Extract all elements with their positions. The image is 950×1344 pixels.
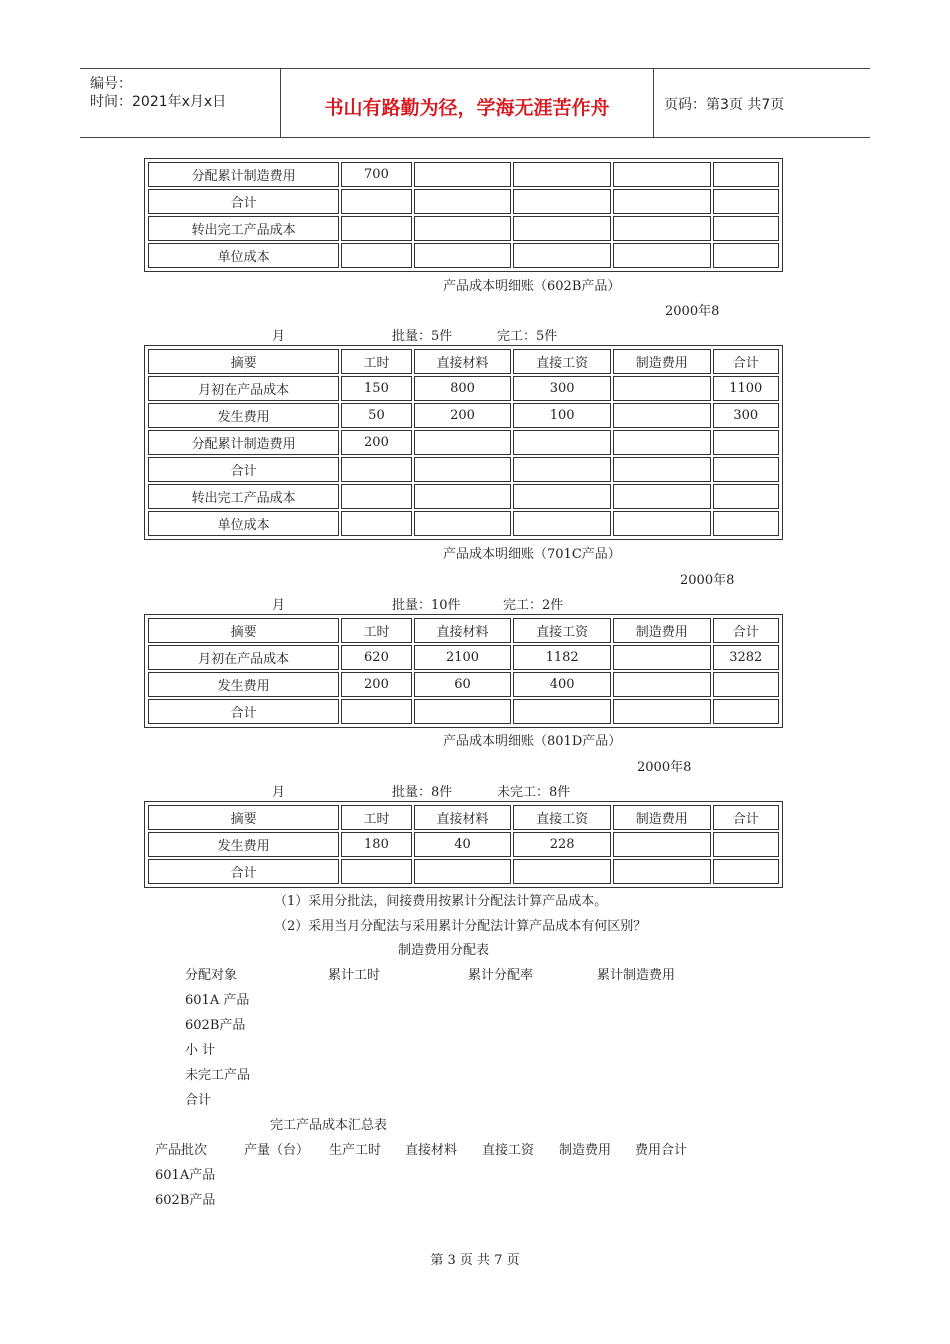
ledger-title-701c: 产品成本明细账（701C产品） [443, 547, 621, 562]
ledger-done-701c: 完工：2件 [503, 598, 564, 613]
table-row [148, 349, 779, 374]
table-cell: 60 [414, 672, 512, 697]
table-cell: 直接工资 [513, 805, 611, 830]
table-cell [713, 243, 779, 268]
table-cell: 制造费用 [613, 349, 711, 374]
table-cell [713, 511, 779, 536]
table-cell [414, 457, 512, 482]
table-cell [713, 832, 779, 857]
alloc-title: 制造费用分配表 [398, 943, 490, 958]
table-row [148, 832, 779, 857]
table-cell [341, 216, 411, 241]
table-cell [341, 511, 411, 536]
table-cell [613, 430, 711, 455]
table-cell: 3282 [713, 645, 779, 670]
table-cell [613, 859, 711, 884]
table-cell: 1100 [713, 376, 779, 401]
summary-header: 生产工时 [329, 1143, 382, 1158]
table-row [148, 457, 779, 482]
header-meta-cell [80, 69, 281, 137]
table-cell: 200 [341, 430, 411, 455]
table-cell: 228 [513, 832, 611, 857]
table-cell: 直接材料 [414, 618, 512, 643]
table-cell [341, 189, 411, 214]
table-cell [513, 484, 611, 509]
table-row [148, 189, 779, 214]
table-cell: 合计 [148, 859, 339, 884]
table-cell: 发生费用 [148, 403, 339, 428]
table-cell: 150 [341, 376, 411, 401]
table-cell [513, 243, 611, 268]
ledger-batch-602b: 批量：5件 [392, 329, 453, 344]
table-cell: 单位成本 [148, 511, 339, 536]
table-cell: 月初在产品成本 [148, 645, 339, 670]
table-cell: 200 [341, 672, 411, 697]
ledger-year-701c: 2000年8 [680, 573, 735, 588]
table-cell [414, 216, 512, 241]
table-row [148, 484, 779, 509]
summary-item: 602B产品 [155, 1193, 216, 1208]
table-cell: 直接工资 [513, 618, 611, 643]
table-cell: 发生费用 [148, 672, 339, 697]
ledger-table-601a [144, 158, 783, 272]
table-cell: 直接工资 [513, 349, 611, 374]
ledger-month-801d: 月 [272, 785, 286, 800]
summary-title: 完工产品成本汇总表 [270, 1118, 388, 1133]
motto: 书山有路勤为径，学海无涯苦作舟 [324, 97, 610, 119]
table-cell: 月初在产品成本 [148, 376, 339, 401]
table-cell: 180 [341, 832, 411, 857]
table-cell: 合计 [713, 805, 779, 830]
table-cell: 转出完工产品成本 [148, 484, 339, 509]
table-cell: 合计 [148, 699, 339, 724]
alloc-header-cost: 累计制造费用 [597, 968, 676, 983]
question-1: （1）采用分批法，间接费用按累计分配法计算产品成本。 [274, 894, 608, 909]
table-cell: 摘要 [148, 349, 339, 374]
table-cell: 合计 [713, 618, 779, 643]
summary-header: 费用合计 [635, 1143, 688, 1158]
table-cell [613, 243, 711, 268]
ledger-batch-801d: 批量：8件 [392, 785, 453, 800]
table-cell [613, 403, 711, 428]
table-cell [414, 162, 512, 187]
ledger-month-701c: 月 [272, 598, 286, 613]
summary-header: 直接工资 [482, 1143, 535, 1158]
table-row [148, 403, 779, 428]
ledger-table-701c [144, 614, 783, 728]
table-row [148, 805, 779, 830]
table-cell: 发生费用 [148, 832, 339, 857]
table-cell [341, 699, 411, 724]
table-row [148, 243, 779, 268]
table-cell [414, 189, 512, 214]
table-row [148, 645, 779, 670]
table-cell: 300 [513, 376, 611, 401]
alloc-item: 小 计 [185, 1043, 216, 1058]
table-row [148, 162, 779, 187]
table-cell [613, 699, 711, 724]
table-cell: 800 [414, 376, 512, 401]
table-cell: 工时 [341, 618, 411, 643]
summary-header: 直接材料 [405, 1143, 458, 1158]
table-cell: 100 [513, 403, 611, 428]
table-cell: 摘要 [148, 805, 339, 830]
ledger-title-602b: 产品成本明细账（602B产品） [443, 279, 621, 294]
table-cell [613, 162, 711, 187]
table-cell: 制造费用 [613, 805, 711, 830]
table-cell: 700 [341, 162, 411, 187]
table-cell: 50 [341, 403, 411, 428]
table-cell [414, 699, 512, 724]
table-cell: 400 [513, 672, 611, 697]
table-cell [713, 216, 779, 241]
table-cell: 1182 [513, 645, 611, 670]
summary-header: 产品批次 [155, 1143, 208, 1158]
table-cell [713, 672, 779, 697]
alloc-item: 合计 [185, 1093, 212, 1108]
table-cell: 分配累计制造费用 [148, 162, 339, 187]
table-cell: 转出完工产品成本 [148, 216, 339, 241]
table-cell [613, 511, 711, 536]
table-cell: 工时 [341, 349, 411, 374]
page-header [80, 68, 870, 138]
alloc-item: 未完工产品 [185, 1068, 251, 1083]
table-cell [613, 832, 711, 857]
table-row [148, 511, 779, 536]
alloc-item: 602B产品 [185, 1018, 246, 1033]
table-row [148, 672, 779, 697]
ledger-year-602b: 2000年8 [665, 304, 720, 319]
table-cell [713, 699, 779, 724]
header-page-cell [654, 69, 870, 137]
document-number: 编号： [90, 76, 132, 92]
table-cell [414, 511, 512, 536]
table-cell [713, 189, 779, 214]
table-row [148, 618, 779, 643]
table-cell [513, 162, 611, 187]
table-cell: 200 [414, 403, 512, 428]
alloc-header-target: 分配对象 [185, 968, 238, 983]
table-cell [713, 457, 779, 482]
table-cell: 2100 [414, 645, 512, 670]
ledger-title-801d: 产品成本明细账（801D产品） [443, 734, 622, 749]
table-cell [613, 216, 711, 241]
ledger-done-602b: 完工：5件 [497, 329, 558, 344]
table-cell: 620 [341, 645, 411, 670]
document-date: 时间：2021年x月x日 [90, 94, 227, 110]
table-cell [613, 645, 711, 670]
table-cell [414, 430, 512, 455]
table-cell [613, 672, 711, 697]
table-cell [513, 216, 611, 241]
table-cell [341, 457, 411, 482]
summary-header: 产量（台） [244, 1143, 310, 1158]
table-cell [613, 189, 711, 214]
ledger-batch-701c: 批量：10件 [392, 598, 461, 613]
table-cell [713, 162, 779, 187]
ledger-year-801d: 2000年8 [637, 760, 692, 775]
table-cell [713, 859, 779, 884]
table-cell: 摘要 [148, 618, 339, 643]
table-cell [613, 484, 711, 509]
table-row [148, 699, 779, 724]
ledger-month-602b: 月 [272, 329, 286, 344]
table-cell [513, 699, 611, 724]
summary-item: 601A产品 [155, 1168, 216, 1183]
alloc-item: 601A 产品 [185, 993, 250, 1008]
summary-header: 制造费用 [559, 1143, 612, 1158]
table-cell [414, 484, 512, 509]
table-cell [613, 457, 711, 482]
page-footer: 第 3 页 共 7 页 [430, 1253, 520, 1268]
table-cell [341, 243, 411, 268]
alloc-header-hours: 累计工时 [328, 968, 381, 983]
table-cell [513, 457, 611, 482]
table-cell [713, 430, 779, 455]
table-cell [613, 376, 711, 401]
ledger-table-801d [144, 801, 783, 888]
table-cell: 单位成本 [148, 243, 339, 268]
table-cell: 合计 [713, 349, 779, 374]
question-2: （2）采用当月分配法与采用累计分配法计算产品成本有何区别？ [274, 919, 647, 934]
alloc-header-rate: 累计分配率 [468, 968, 534, 983]
table-cell [341, 484, 411, 509]
table-cell [414, 859, 512, 884]
table-cell: 制造费用 [613, 618, 711, 643]
ledger-done-801d: 未完工：8件 [497, 785, 571, 800]
table-cell [513, 859, 611, 884]
header-motto-cell [281, 69, 654, 137]
table-cell: 直接材料 [414, 805, 512, 830]
table-row [148, 376, 779, 401]
table-cell [513, 189, 611, 214]
table-cell: 直接材料 [414, 349, 512, 374]
table-cell: 工时 [341, 805, 411, 830]
table-cell: 分配累计制造费用 [148, 430, 339, 455]
table-cell [513, 430, 611, 455]
table-row [148, 216, 779, 241]
table-cell [341, 859, 411, 884]
table-row [148, 859, 779, 884]
ledger-table-602b [144, 345, 783, 540]
table-row [148, 430, 779, 455]
table-cell: 40 [414, 832, 512, 857]
table-cell [414, 243, 512, 268]
table-cell [513, 511, 611, 536]
page-indicator: 页码：第3页 共7页 [664, 97, 785, 113]
table-cell [713, 484, 779, 509]
table-cell: 300 [713, 403, 779, 428]
table-cell: 合计 [148, 457, 339, 482]
table-cell: 合计 [148, 189, 339, 214]
